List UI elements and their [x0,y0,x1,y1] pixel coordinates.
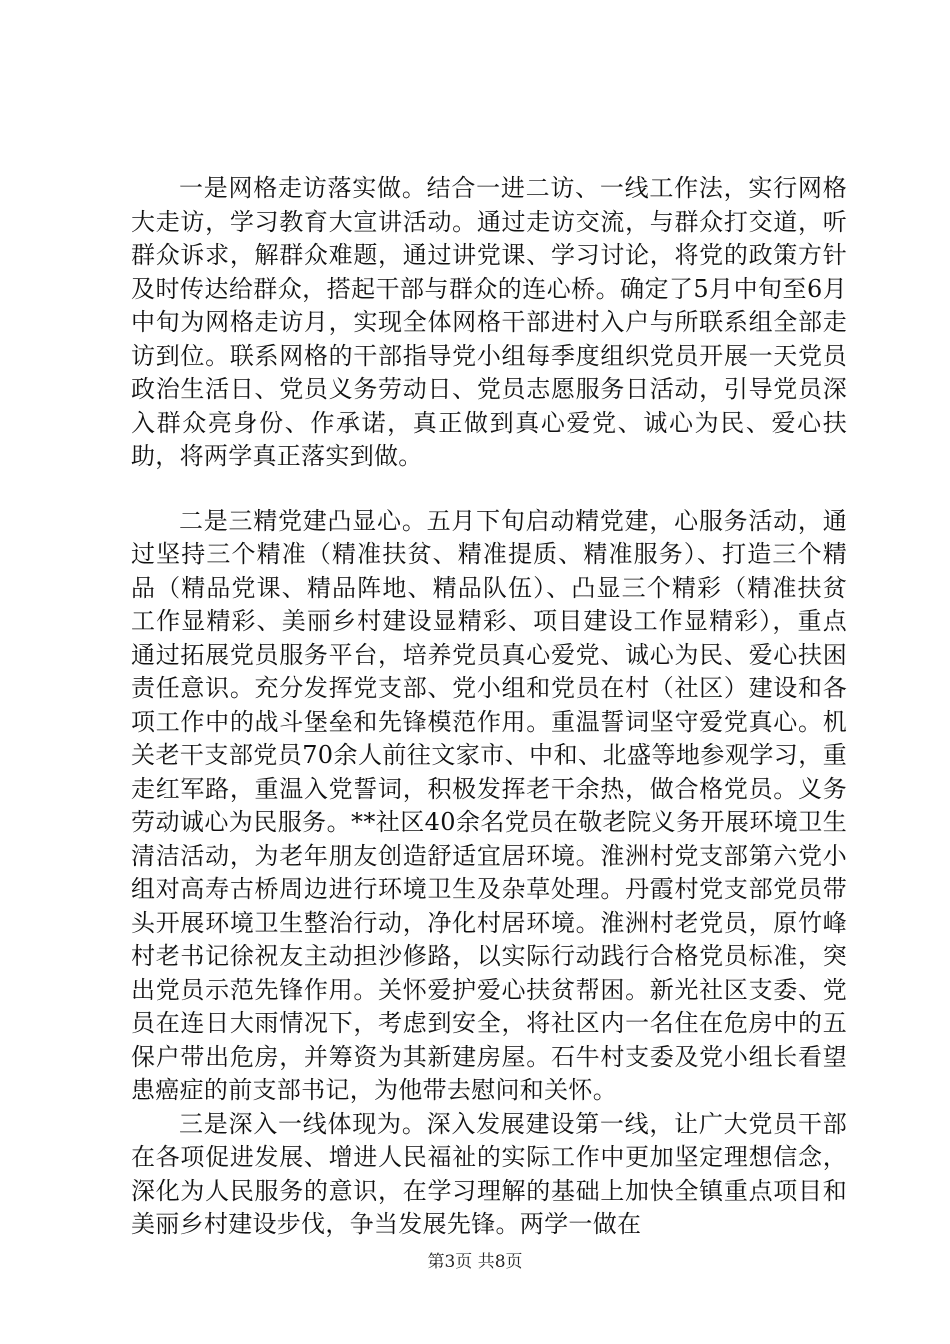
document-body [131,172,847,1242]
paragraph-3: 三是深入一线体现为。深入发展建设第一线，让广大党员干部在各项促进发展、增进人民福祉的实际工作中更加坚定理想信念，深化为人民服务的意识，在学习理解的基础上加快全镇重点项目和美丽乡村建设步伐，争当发展先锋。两学一做在 [131,1109,847,1238]
paragraph-1: 一是网格走访落实做。结合一进二访、一线工作法，实行网格大走访，学习教育大宣讲活动。通过走访交流，与群众打交道，听群众诉求，解群众难题，通过讲党课、学习讨论，将党的政策方针及时传达给群众，搭起干部与群众的连心桥。确定了5月中旬至6月中旬为网格走访月，实现全体网格干部进村入户与所联系组全部走访到位。联系网格的干部指导党小组每季度组织党员开展一天党员政治生活日、党员义务劳动日、党员志愿服务日活动，引导党员深入群众亮身份、作承诺，真正做到真心爱党、诚心为民、爱心扶助，将两学真正落实到做。 [131,174,847,470]
paragraph-2: 二是三精党建凸显心。五月下旬启动精党建，心服务活动，通过坚持三个精准（精准扶贫、精准提质、精准服务）、打造三个精品（精品党课、精品阵地、精品队伍）、凸显三个精彩（精准扶贫工作显精彩、美丽乡村建设显精彩、项目建设工作显精彩），重点通过拓展党员服务平台，培养党员真心爱党、诚心为民、爱心扶困责任意识。充分发挥党支部、党小组和党员在村（社区）建设和各项工作中的战斗堡垒和先锋模范作用。重温誓词坚守爱党真心。机关老干支部党员70余人前往文家市、中和、北盛等地参观学习，重走红军路，重温入党誓词，积极发挥老干余热，做合格党员。义务劳动诚心为民服务。**社区40余名党员在敬老院义务开展环境卫生清洁活动，为老年朋友创造舒适宜居环境。淮洲村党支部第六党小组对高寿古桥周边进行环境卫生及杂草处理。丹霞村党支部党员带头开展环境卫生整治行动，净化村居环境。淮洲村老党员，原竹峰村老书记徐祝友主动担沙修路，以实际行动践行合格党员标准，突出党员示范先锋作用。关怀爱护爱心扶贫帮困。新光社区支委、党员在连日大雨情况下，考虑到安全，将社区内一名住在危房中的五保户带出危房，并筹资为其新建房屋。石牛村支委及党小组长看望患癌症的前支部书记，为他带去慰问和关怀。 [131,506,847,1104]
page-number: 第3页 共8页 [427,1252,523,1272]
